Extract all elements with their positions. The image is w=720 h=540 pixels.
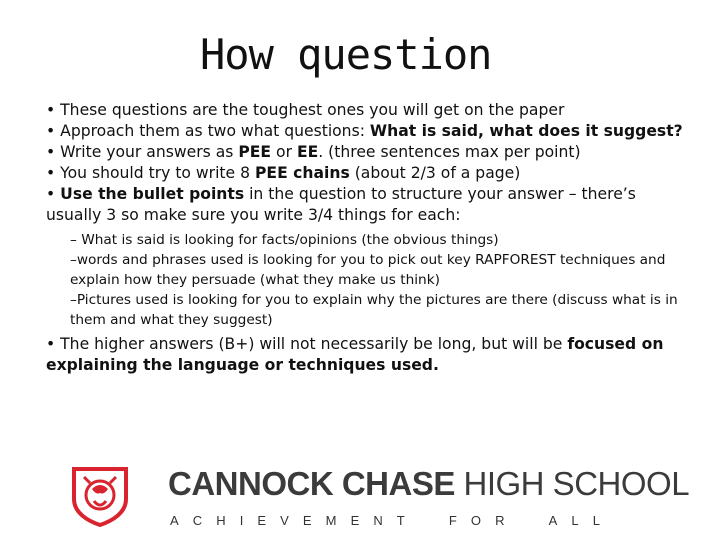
tagline-letter: V xyxy=(280,513,289,528)
bullet-5-post: in the question to structure your answer – there’s usually 3 so make sure you write 3/4 things for each: xyxy=(46,185,636,224)
school-name-bold: CANNOCK CHASE xyxy=(168,465,455,502)
school-name xyxy=(168,465,689,503)
bullet-5 xyxy=(46,184,686,226)
tagline-letter: N xyxy=(373,513,383,528)
bullet-2-text: • Approach them as two what questions: xyxy=(46,122,370,140)
bullet-4-text: • You should try to write 8 xyxy=(46,164,255,182)
sub-bullets xyxy=(70,230,686,330)
bullet-3-text: • Write your answers as xyxy=(46,143,239,161)
school-logo xyxy=(70,465,690,535)
tagline-letter: L xyxy=(592,513,600,528)
bullet-3-or: or xyxy=(271,143,297,161)
sub-bullet-1: – What is said is looking for facts/opinions (the obvious things) xyxy=(70,232,499,248)
school-crest-icon xyxy=(70,465,130,527)
tagline-space xyxy=(419,513,435,528)
bullet-6 xyxy=(46,334,686,376)
bullet-3-bold-pee: PEE xyxy=(238,143,272,161)
tagline-letter: H xyxy=(216,513,226,528)
slide-title: How question xyxy=(200,30,492,79)
tagline-letter: E xyxy=(302,513,312,528)
bullet-5-bold: Use the bullet points xyxy=(60,185,245,203)
bullet-2-bold: What is said, what does it suggest? xyxy=(369,122,683,140)
tagline-letter: A xyxy=(170,513,179,528)
bullet-4-bold: PEE chains xyxy=(254,164,350,182)
bullet-4-post: (about 2/3 of a page) xyxy=(349,164,521,182)
school-name-light: HIGH SCHOOL xyxy=(454,465,690,502)
school-tagline xyxy=(170,513,600,528)
bullet-3-post: . (three sentences max per point) xyxy=(318,143,581,161)
sub-bullet-2: –words and phrases used is looking for you to pick out key RAPFOREST techniques and explain how they persuade (what they make us think) xyxy=(70,252,666,288)
tagline-letter: T xyxy=(396,513,405,528)
tagline-letter: O xyxy=(470,513,482,528)
slide-body xyxy=(46,100,686,376)
tagline-letter: A xyxy=(548,513,558,528)
bullet-6-text: • The higher answers (B+) will not necessarily be long, but will be xyxy=(46,335,568,353)
bullet-3-bold-ee: EE xyxy=(296,143,319,161)
bullet-5-dot: • xyxy=(46,185,61,203)
tagline-letter: R xyxy=(495,513,505,528)
tagline-letter: I xyxy=(239,513,244,528)
bullet-3 xyxy=(46,142,686,163)
bullet-2 xyxy=(46,121,686,142)
sub-bullet-3: –Pictures used is looking for you to explain why the pictures are there (discuss what is in them and what they suggest) xyxy=(70,292,678,328)
tagline-space xyxy=(519,513,535,528)
bullet-6-bold: focused on explaining the language or techniques used. xyxy=(46,335,664,374)
bullet-1: • These questions are the toughest ones you will get on the paper xyxy=(46,101,565,119)
tagline-letter: L xyxy=(571,513,579,528)
tagline-letter: F xyxy=(448,513,457,528)
tagline-letter: E xyxy=(350,513,360,528)
tagline-letter: M xyxy=(325,513,337,528)
tagline-letter: E xyxy=(257,513,267,528)
tagline-letter: C xyxy=(192,513,203,528)
bullet-4 xyxy=(46,163,686,184)
